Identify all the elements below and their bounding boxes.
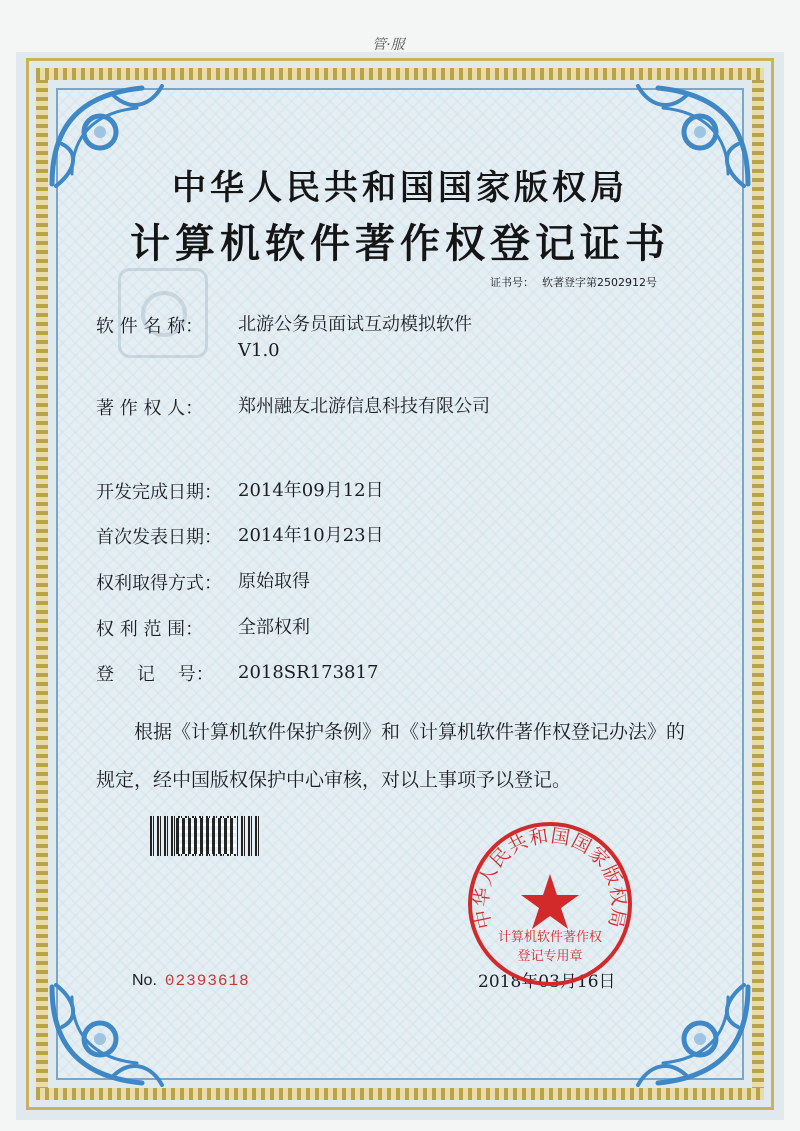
field-label: 软 件 名 称： — [96, 316, 204, 337]
field-value: 原始取得 — [238, 571, 310, 592]
handwritten-note: 管·服 — [372, 37, 405, 53]
certificate-number — [490, 274, 657, 290]
corner-ornament-bottom-left — [42, 977, 172, 1097]
field-rights-scope — [96, 615, 310, 641]
seal-text-line-2: 登记专用章 — [517, 949, 583, 964]
field-label: 著 作 权 人： — [96, 398, 204, 419]
seal-ring-text: 中华人民共和国国家版权局 — [470, 824, 630, 931]
field-label: 权利取得方式： — [96, 573, 222, 594]
serial-number-label: No. — [132, 972, 157, 989]
field-value: 2018SR173817 — [238, 662, 379, 683]
field-registration-number — [96, 660, 378, 686]
statement-line-1: 根据《计算机软件保护条例》和《计算机软件著作权登记办法》的 — [134, 721, 686, 743]
field-acquisition-method — [96, 569, 310, 595]
serial-number-value: 02393618 — [164, 972, 250, 990]
field-value: 郑州融友北游信息科技有限公司 — [238, 396, 490, 417]
field-value: 北游公务员面试互动模拟软件 V1.0 — [238, 314, 472, 361]
certificate-number-label: 证书号： — [490, 276, 534, 289]
corner-ornament-bottom-right — [628, 977, 758, 1097]
field-value: 2014年10月23日 — [238, 525, 384, 546]
certificate-title: 计算机软件著作权登记证书 — [130, 221, 670, 267]
seal-star-icon — [521, 874, 579, 929]
field-label: 登 记 号： — [96, 664, 214, 685]
field-label: 开发完成日期： — [96, 482, 222, 503]
field-copyright-owner — [96, 394, 490, 420]
field-label: 权 利 范 围： — [96, 619, 204, 640]
seal-text-line-1: 计算机软件著作权 — [497, 930, 602, 945]
field-completion-date — [96, 478, 384, 504]
field-value: 2014年09月12日 — [238, 480, 384, 501]
statement-paragraph — [96, 708, 716, 804]
field-software-name — [96, 312, 472, 364]
field-value: 全部权利 — [238, 617, 310, 638]
serial-number — [132, 972, 250, 990]
issue-date: 2018年03月16日 — [478, 972, 616, 992]
qr-code-icon — [176, 818, 236, 854]
barcode-icon — [150, 816, 262, 856]
field-label: 首次发表日期： — [96, 527, 222, 548]
certificate-number-value: 软著登字第2502912号 — [542, 276, 657, 289]
field-publication-date — [96, 523, 384, 549]
issuing-office: 中华人民共和国国家版权局 — [172, 168, 628, 208]
statement-line-2: 规定，经中国版权保护中心审核，对以上事项予以登记。 — [96, 769, 572, 791]
